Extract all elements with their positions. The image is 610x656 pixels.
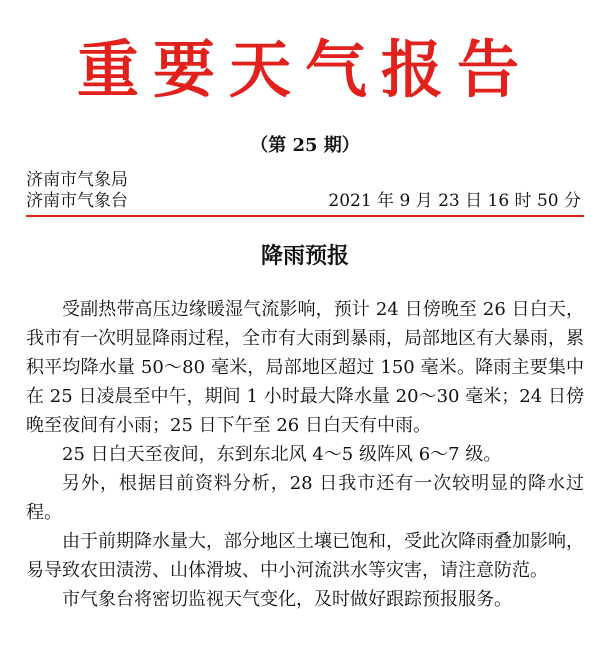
issue-datetime: 2021 年 9 月 23 日 16 时 50 分: [328, 191, 581, 211]
report-subject: 降雨预报: [260, 243, 349, 269]
masthead-title: 重要天气报告: [76, 33, 533, 106]
paragraph-outlook: 另外，根据目前资料分析，28 日我市还有一次较明显的降水过程。: [26, 473, 584, 523]
issue-number: （第 25 期）: [250, 135, 360, 156]
issuer-observatory: 济南市气象台: [26, 191, 128, 211]
red-divider: [26, 215, 584, 217]
paragraph-warning: 由于前期降水量大，部分地区土壤已饱和，受此次降雨叠加影响，易导致农田渍涝、山体滑坡、中小河流洪水等灾害，请注意防范。: [26, 531, 584, 581]
paragraph-forecast: 受副热带高压边缘暖湿气流影响，预计 24 日傍晚至 26 日白天，我市有一次明显降雨过程，全市有大雨到暴雨，局部地区有大暴雨，累积平均降水量 50～80 毫米，局部地区超过 150 毫米。降雨主要集中在 25 日凌晨至中午，期间 1 小时最大降水量 20～30 毫米；24 日傍晚至夜间有小雨；25 日下午至 26 日白天有中雨。: [26, 299, 584, 436]
issuer-row: [26, 191, 581, 212]
issuer-bureau: 济南市气象局: [26, 170, 128, 190]
paragraph-wind: 25 日白天至夜间，东到东北风 4～5 级阵风 6～7 级。: [62, 444, 502, 465]
report-body: [26, 295, 584, 614]
paragraph-service: 市气象台将密切监视天气变化，及时做好跟踪预报服务。: [62, 589, 512, 610]
issuer-block: [26, 170, 581, 212]
